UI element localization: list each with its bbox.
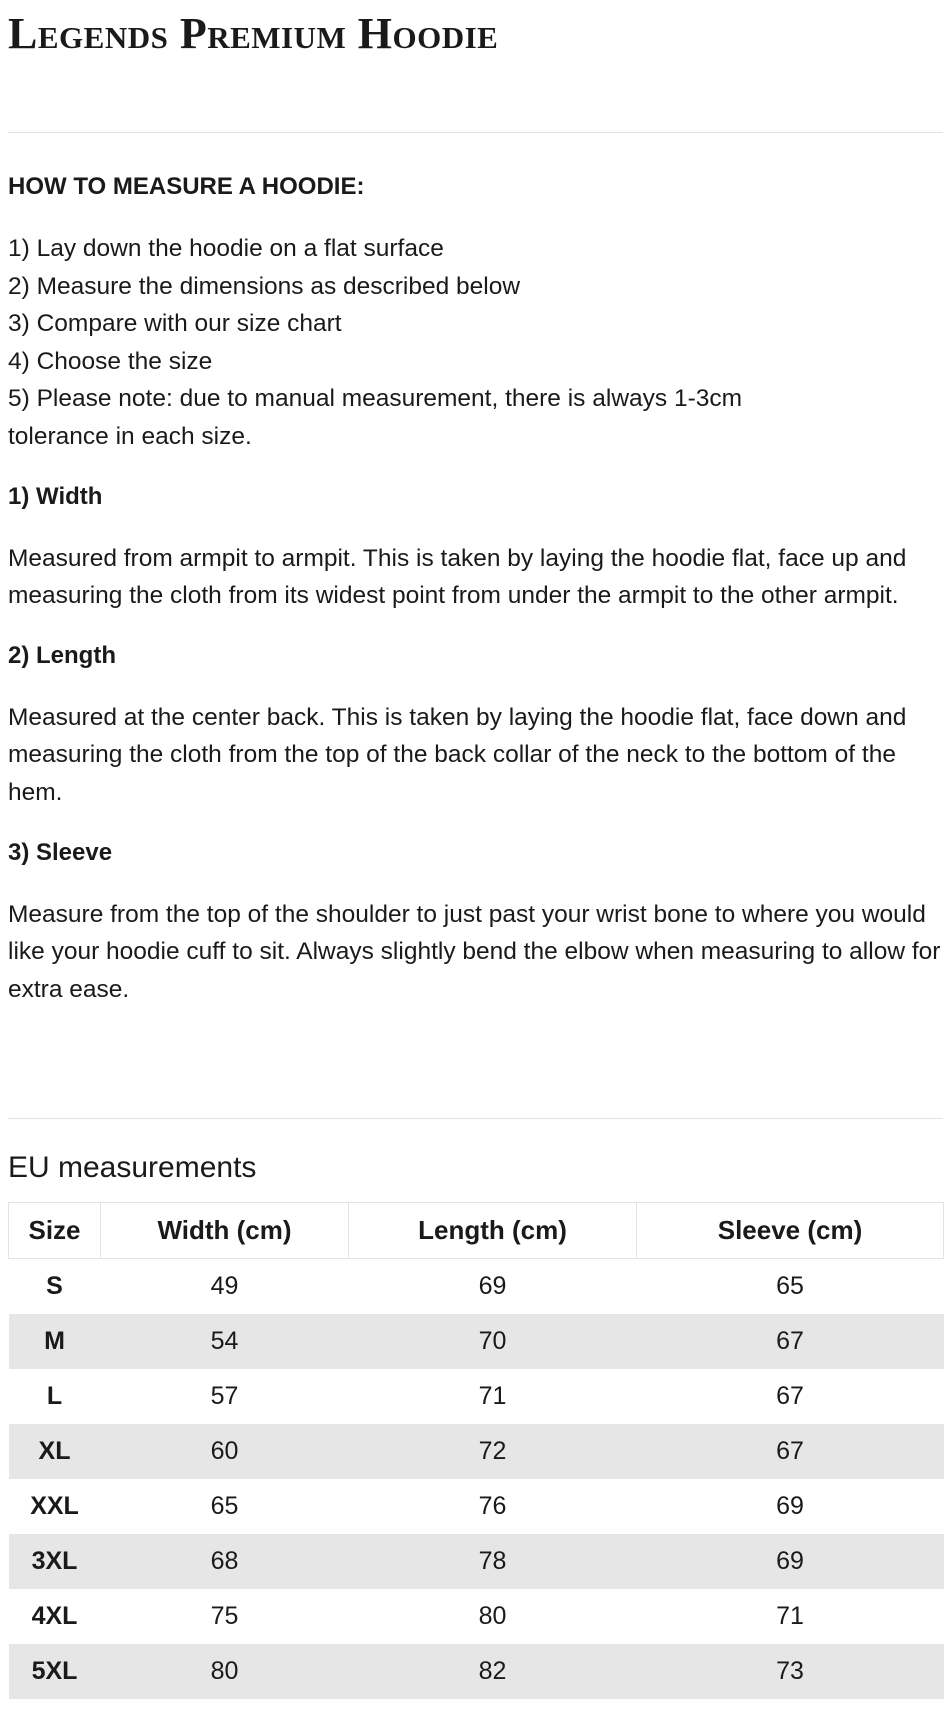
length-cell: 80 — [478, 1602, 507, 1630]
length-heading: 2) Length — [8, 641, 116, 669]
header-sleeve: Sleeve (cm) — [637, 1203, 944, 1259]
width-cell: 57 — [210, 1382, 239, 1410]
how-to-heading: HOW TO MEASURE A HOODIE: — [8, 173, 365, 200]
size-cell: XL — [9, 1424, 101, 1479]
size-cell: XXL — [30, 1492, 79, 1520]
sleeve-heading: 3) Sleeve — [8, 838, 113, 866]
step-item: 2) Measure the dimensions as described below — [8, 272, 521, 300]
step-item: 5) Please note: due to manual measurement, there is always 1-3cm tolerance in each size. — [8, 385, 743, 450]
sleeve-description: Measure from the top of the shoulder to just past your wrist bone to where you would like your hoodie cuff to sit. Always slightly bend the elbow when measuring to allow for extra ease. — [8, 900, 941, 1003]
middle-divider — [8, 1118, 943, 1119]
size-cell: 3XL — [9, 1534, 101, 1589]
page-title: Legends Premium Hoodie — [8, 9, 499, 58]
width-heading: 1) Width — [8, 482, 103, 510]
step-item: 3) Compare with our size chart — [8, 310, 342, 338]
length-cell: 70 — [349, 1314, 637, 1369]
size-cell: S — [46, 1272, 63, 1300]
length-cell: 76 — [478, 1492, 507, 1520]
size-cell: 4XL — [31, 1602, 78, 1630]
sleeve-cell: 69 — [776, 1492, 804, 1520]
table-row — [9, 1369, 944, 1424]
sleeve-cell: 67 — [637, 1314, 944, 1369]
table-row — [9, 1314, 944, 1369]
measure-guide — [8, 172, 948, 1008]
table-row — [9, 1589, 944, 1644]
width-cell: 65 — [210, 1492, 239, 1520]
width-cell: 68 — [101, 1534, 349, 1589]
table-row — [9, 1259, 944, 1315]
width-description: Measured from armpit to armpit. This is taken by laying the hoodie flat, face up and measuring the cloth from its widest point from under the armpit to the other armpit. — [8, 544, 907, 610]
width-cell: 54 — [101, 1314, 349, 1369]
table-row — [9, 1644, 944, 1699]
step-item: 1) Lay down the hoodie on a flat surface — [8, 235, 444, 262]
table-title: EU measurements — [8, 1151, 257, 1184]
sleeve-cell: 67 — [776, 1382, 804, 1410]
length-cell: 78 — [349, 1534, 637, 1589]
width-cell: 49 — [210, 1272, 239, 1300]
top-divider — [8, 132, 943, 133]
table-header-row — [9, 1203, 944, 1259]
header-length: Length (cm) — [349, 1203, 637, 1259]
sleeve-cell: 71 — [776, 1602, 804, 1630]
header-width: Width (cm) — [101, 1203, 349, 1259]
length-cell: 82 — [349, 1644, 637, 1699]
size-cell: L — [46, 1382, 63, 1410]
length-cell: 69 — [478, 1272, 507, 1300]
size-cell: 5XL — [9, 1644, 101, 1699]
length-cell: 71 — [478, 1382, 507, 1410]
sleeve-cell: 67 — [637, 1424, 944, 1479]
step-item: 4) Choose the size — [8, 347, 213, 375]
table-row — [9, 1534, 944, 1589]
length-cell: 72 — [349, 1424, 637, 1479]
table-row — [9, 1424, 944, 1479]
steps-list — [8, 230, 808, 456]
size-chart-table — [8, 1202, 944, 1699]
width-cell: 60 — [101, 1424, 349, 1479]
length-description: Measured at the center back. This is taken by laying the hoodie flat, face down and measuring the cloth from the top of the back collar of the neck to the bottom of the hem. — [8, 703, 907, 806]
sleeve-cell: 73 — [637, 1644, 944, 1699]
sleeve-cell: 65 — [776, 1272, 804, 1300]
header-size: Size — [9, 1203, 101, 1259]
width-cell: 80 — [101, 1644, 349, 1699]
size-cell: M — [9, 1314, 101, 1369]
table-row — [9, 1479, 944, 1534]
width-cell: 75 — [210, 1602, 239, 1630]
sleeve-cell: 69 — [637, 1534, 944, 1589]
